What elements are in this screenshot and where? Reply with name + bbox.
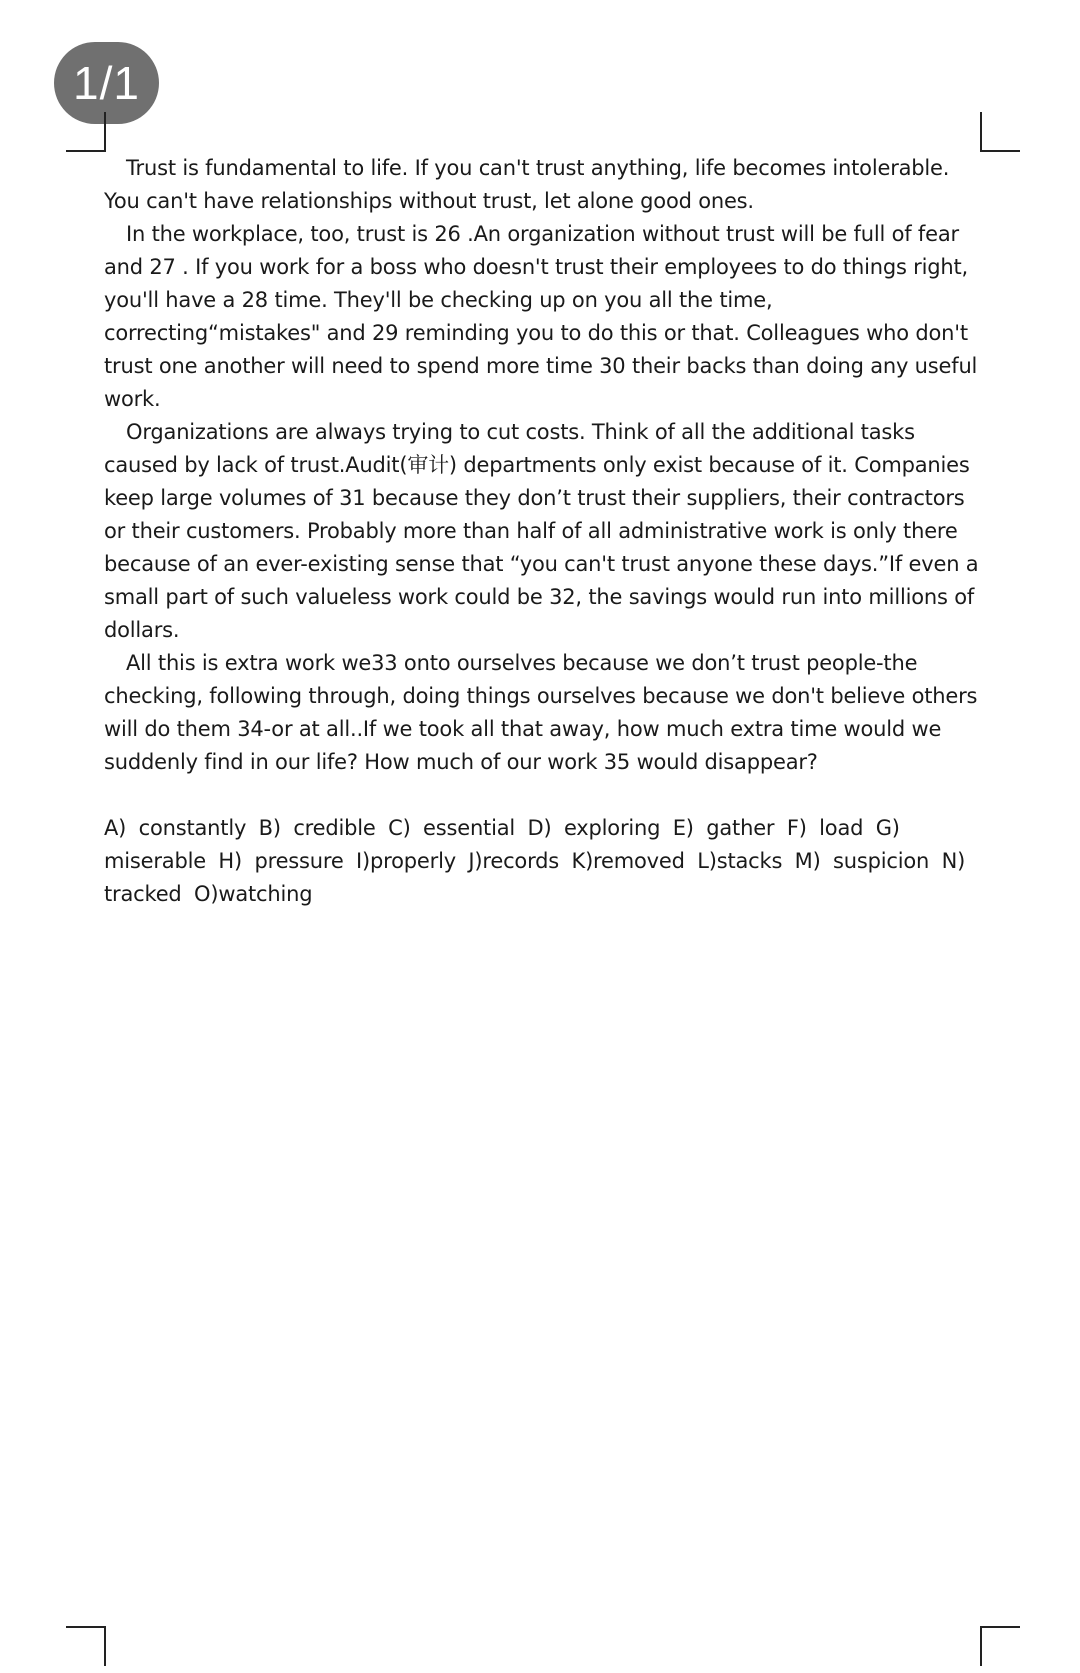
page-indicator-badge: 1/1 xyxy=(54,42,159,124)
crop-mark-bottom-right xyxy=(980,1626,1020,1666)
paragraph-1: Trust is fundamental to life. If you can't trust anything, life becomes intolerable. You can't have relationships without trust, let alone good ones. xyxy=(104,156,950,213)
paragraph-4: All this is extra work we33 onto ourselves because we don’t trust people-the checking, following through, doing things ourselves because we don't believe others will do them 34-or at all..If we took all that away, how much extra time would we suddenly find in our life? How much of our work 35 would disappear? xyxy=(104,651,978,774)
paragraph-3: Organizations are always trying to cut costs. Think of all the additional tasks caused by lack of trust.Audit(审计) departments only exist because of it. Companies keep large volumes of 31 because they don’t trust their suppliers, their contractors or their customers. Probably more than half of all administrative work is only there because of an ever-existing sense that “you can't trust anyone these days.”If even a small part of such valueless work could be 32, the savings would run into millions of dollars. xyxy=(104,420,979,642)
word-bank-options: A) constantly B) credible C) essential D) exploring E) gather F) load G) miserable H) pressure I)properly J)records K)removed L)stacks M) suspicion N) tracked O)watching xyxy=(104,816,966,906)
paragraph-2: In the workplace, too, trust is 26 .An organization without trust will be full of fear and 27 . If you work for a boss who doesn't trust their employees to do things right, you'll have a 28 time. They'll be checking up on you all the time, correcting“mistakes" and 29 reminding you to do this or that. Colleagues who don't trust one another will need to spend more time 30 their backs than doing any useful work. xyxy=(104,222,978,411)
crop-mark-top-left xyxy=(66,112,106,152)
crop-mark-top-right xyxy=(980,112,1020,152)
passage xyxy=(104,152,984,911)
crop-mark-bottom-left xyxy=(66,1626,106,1666)
